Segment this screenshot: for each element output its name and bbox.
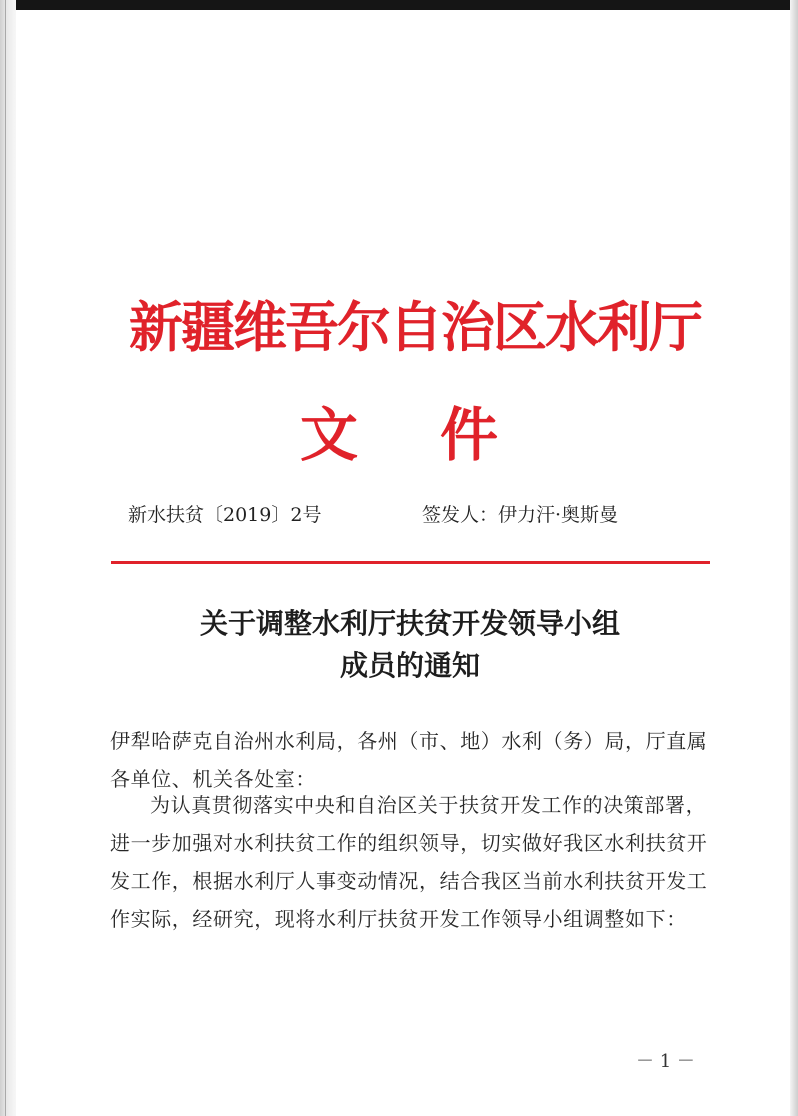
masthead-char-wen: 文 <box>300 401 359 469</box>
document-title-line1: 关于调整水利厅扶贫开发领导小组 <box>199 607 620 640</box>
masthead-document-label <box>230 398 590 472</box>
scan-left-edge <box>0 0 16 1116</box>
scan-right-edge <box>790 0 798 1116</box>
document-signer: 签发人：伊力汗·奥斯曼 <box>422 504 619 526</box>
body-paragraph: 为认真贯彻落实中央和自治区关于扶贫开发工作的决策部署，进一步加强对水利扶贫工作的组织领导，切实做好我区水利扶贫开发工作，根据水利厅人事变动情况，结合我区当前水利扶贫开发工作实际，经研究，现将水利厅扶贫开发工作领导小组调整如下： <box>110 793 708 931</box>
page-number: － 1 － <box>636 1051 695 1072</box>
masthead-char-jian: 件 <box>440 401 499 469</box>
masthead-organization: 新疆维吾尔自治区水利厅 <box>129 296 701 359</box>
document-title <box>110 603 710 687</box>
scan-top-edge <box>0 0 798 10</box>
addressee-text: 伊犁哈萨克自治州水利局，各州（市、地）水利（务）局，厅直属各单位、机关各处室： <box>110 729 708 791</box>
document-title-line2: 成员的通知 <box>339 649 480 682</box>
masthead-divider <box>111 561 710 564</box>
document-number: 新水扶贫〔2019〕2号 <box>128 504 322 526</box>
